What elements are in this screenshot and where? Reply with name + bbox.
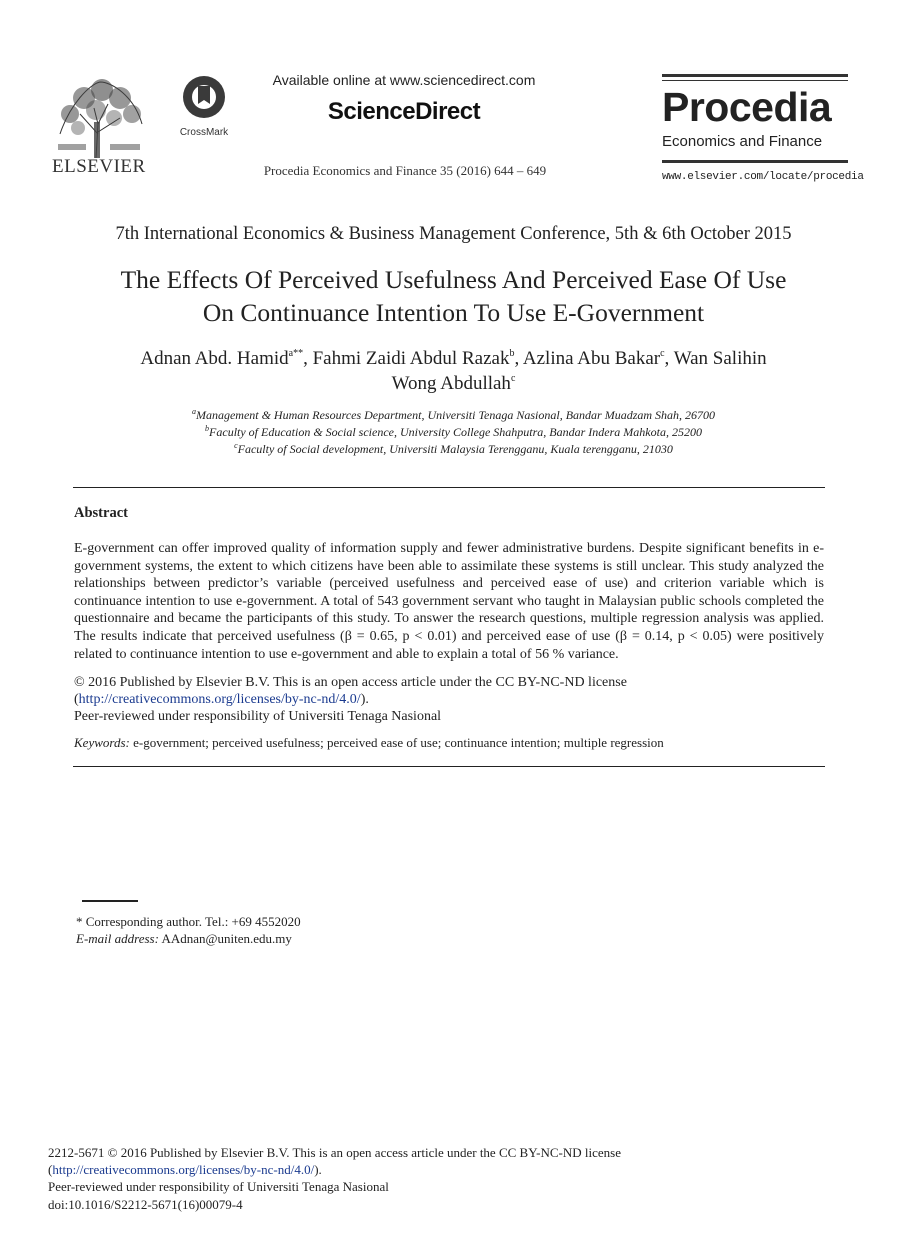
affiliation-item bbox=[60, 407, 847, 424]
email-line bbox=[76, 931, 301, 948]
peer-review-line: Peer-reviewed under responsibility of Universiti Tenaga Nasional bbox=[74, 709, 442, 724]
author-name: Fahmi Zaidi Abdul Razak bbox=[312, 348, 510, 369]
procedia-url[interactable]: www.elsevier.com/locate/procedia bbox=[662, 171, 864, 183]
journal-reference: Procedia Economics and Finance 35 (2016) 644 – 649 bbox=[263, 163, 547, 178]
email-label: E-mail address: bbox=[76, 930, 159, 946]
author-affiliation-mark: c bbox=[660, 348, 665, 359]
license-line: © 2016 Published by Elsevier B.V. This is an open access article under the CC BY-NC-ND license bbox=[74, 675, 627, 690]
copyright-block bbox=[48, 1144, 848, 1213]
author-name: Wan Salihin bbox=[673, 348, 767, 369]
affiliation-text: Management & Human Resources Department, Universiti Tenaga Nasional, Bandar Muadzam Shah, 26700 bbox=[195, 408, 716, 422]
footnote-rule bbox=[82, 900, 138, 902]
doi-line[interactable]: doi:10.1016/S2212-5671(16)00079-4 bbox=[48, 1196, 243, 1212]
procedia-subtitle: Economics and Finance bbox=[662, 133, 823, 150]
crossmark-logo[interactable] bbox=[176, 74, 232, 138]
paren: ). bbox=[360, 692, 369, 707]
affiliation-list bbox=[60, 407, 847, 458]
paper-title-line: On Continuance Intention To Use E-Government bbox=[202, 298, 705, 327]
license-url-line bbox=[48, 1161, 848, 1178]
affiliation-item bbox=[60, 424, 847, 441]
paper-title bbox=[60, 263, 847, 329]
author-name: Azlina Abu Bakar bbox=[522, 348, 661, 369]
paren: ( bbox=[48, 1162, 53, 1178]
author-separator: , bbox=[303, 348, 313, 369]
procedia-rule bbox=[662, 74, 848, 77]
paper-title-line: The Effects Of Perceived Usefulness And Perceived Ease Of Use bbox=[120, 265, 787, 294]
procedia-title: Procedia bbox=[662, 84, 832, 130]
elsevier-wordmark: ELSEVIER bbox=[52, 156, 146, 177]
author-separator: , bbox=[664, 348, 674, 369]
paren: ). bbox=[314, 1162, 322, 1178]
abstract-bottom-rule bbox=[73, 766, 825, 767]
email-address[interactable]: AAdnan@uniten.edu.my bbox=[161, 930, 292, 946]
license-url-line bbox=[74, 691, 824, 708]
author-name: Adnan Abd. Hamid bbox=[140, 348, 289, 369]
sciencedirect-wordmark: ScienceDirect bbox=[327, 98, 481, 125]
abstract-top-rule bbox=[73, 487, 825, 488]
paren: ( bbox=[74, 692, 79, 707]
author-separator: , bbox=[514, 348, 523, 369]
issn-line: 2212-5671 © 2016 Published by Elsevier B.V. This is an open access article under the CC BY-NC-ND license bbox=[48, 1145, 622, 1160]
peer-review-line: Peer-reviewed under responsibility of Universiti Tenaga Nasional bbox=[48, 1179, 389, 1195]
abstract-body: E-government can offer improved quality of information supply and fewer administrative burdens. Despite significant benefits in e-government systems, the extent to which citizens have been able to assimilate these systems is still unclear. This study analyzed the relationships between predictor’s variable (perceived usefulness and perceived ease of use) and criterion variable which is continuance intention to use e-government. A total of 543 government servant who taught in Malaysian public schools completed the questionnaire and became the participants of this study. To answer the research questions, multiple regression analysis was applied. The results indicate that perceived usefulness (β = 0.65, p < 0.01) and perceived ease of use (β = 0.14, p < 0.05) were positively related to continuance intention to use e-government and able to explain a total of 56 % variance. bbox=[74, 541, 824, 662]
author-line bbox=[60, 346, 847, 371]
affiliation-text: Faculty of Education & Social science, University College Shahputra, Bandar Indera Mahkota, 25200 bbox=[209, 425, 702, 439]
keywords-text: e-government; perceived usefulness; perceived ease of use; continuance intention; multiple regression bbox=[133, 735, 664, 750]
keywords-line bbox=[74, 735, 824, 751]
license-block bbox=[74, 674, 824, 725]
corresponding-author: * Corresponding author. Tel.: +69 4552020 bbox=[76, 914, 301, 929]
footnote bbox=[76, 914, 301, 947]
author-affiliation-mark: c bbox=[510, 373, 516, 384]
crossmark-label: CrossMark bbox=[179, 127, 229, 138]
author-line bbox=[60, 371, 847, 396]
author-name: Wong Abdullah bbox=[391, 373, 511, 394]
procedia-logo-block bbox=[662, 74, 864, 183]
license-link[interactable]: http://creativecommons.org/licenses/by-nc-nd/4.0/ bbox=[52, 1162, 315, 1178]
procedia-rule bbox=[662, 160, 848, 163]
affiliation-mark: a bbox=[191, 407, 196, 416]
available-online-text: Available online at www.sciencedirect.com bbox=[272, 72, 536, 88]
procedia-rule bbox=[662, 80, 848, 81]
affiliation-mark: c bbox=[234, 441, 238, 450]
crossmark-icon bbox=[181, 74, 227, 120]
author-affiliation-mark: a** bbox=[288, 348, 304, 359]
abstract-heading: Abstract bbox=[74, 505, 128, 521]
keywords-label: Keywords: bbox=[74, 735, 130, 750]
affiliation-item bbox=[60, 441, 847, 458]
license-link[interactable]: http://creativecommons.org/licenses/by-nc-nd/4.0/ bbox=[78, 692, 361, 707]
author-list bbox=[60, 346, 847, 396]
affiliation-mark: b bbox=[205, 424, 210, 433]
affiliation-text: Faculty of Social development, Universiti Malaysia Terengganu, Kuala terengganu, 21030 bbox=[237, 442, 673, 456]
author-affiliation-mark: b bbox=[509, 348, 515, 359]
conference-line: 7th International Economics & Business Management Conference, 5th & 6th October 2015 bbox=[115, 224, 792, 244]
